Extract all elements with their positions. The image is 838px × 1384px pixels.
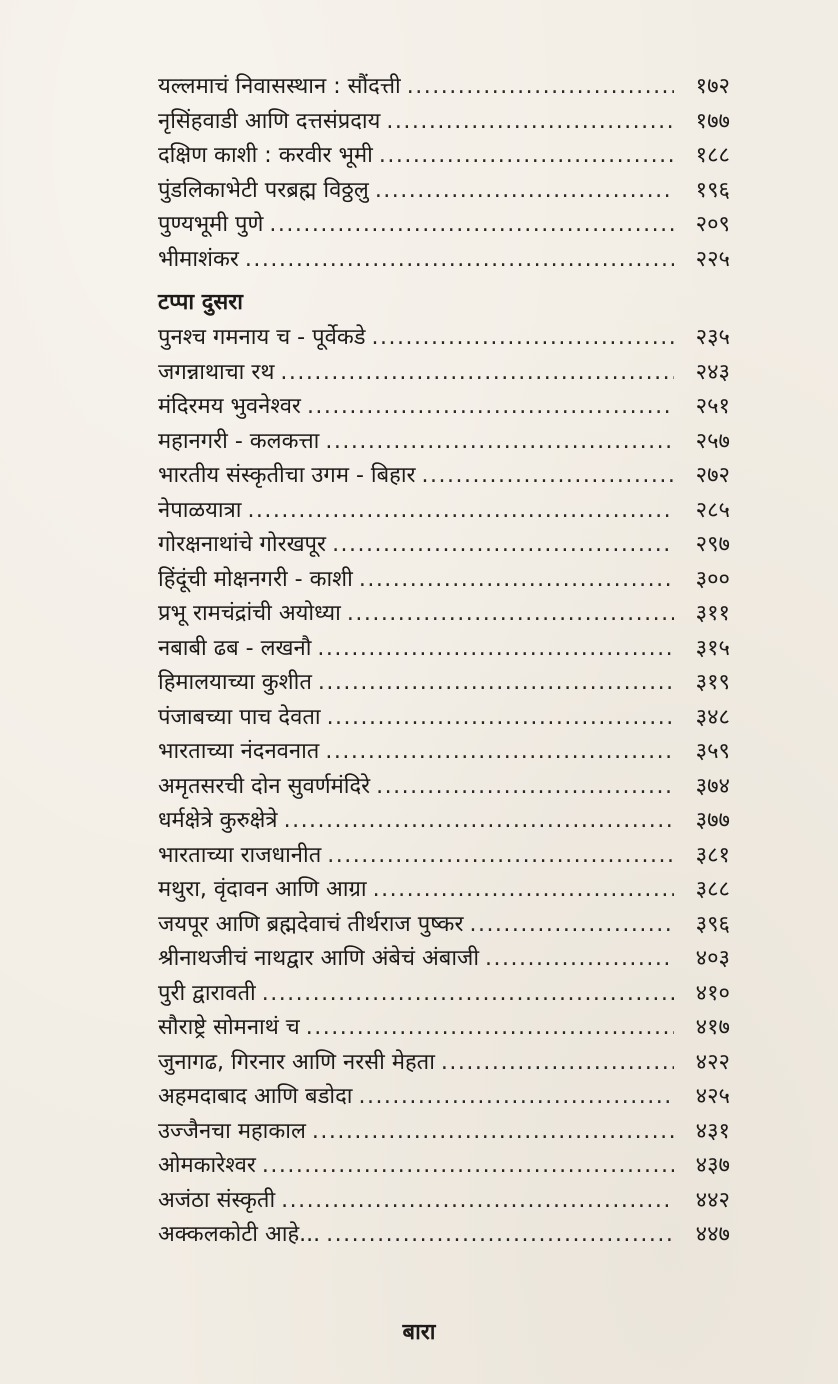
- toc-entry-page-number: ३९६: [695, 911, 730, 937]
- dot-leader: [407, 70, 674, 105]
- toc-entry-page-number: ३५९: [695, 739, 730, 764]
- dot-leader: [318, 666, 674, 701]
- toc-entry-page-number: ३८८: [695, 877, 730, 902]
- toc-entry: [158, 139, 730, 174]
- dot-leader: [245, 243, 674, 278]
- toc-entry-page-number: ४३१: [695, 1118, 730, 1144]
- toc-section-two: [158, 321, 730, 1253]
- toc-entry-title: नृसिंहवाडी आणि दत्तसंप्रदाय: [158, 108, 381, 134]
- toc-entry: [158, 942, 730, 977]
- toc-entry-title: नबाबी ढब - लखनौ: [158, 635, 312, 661]
- toc-entry-title: सौराष्ट्रे सोमनाथं च: [158, 1015, 300, 1040]
- dot-leader: [332, 528, 674, 563]
- toc-entry: [158, 839, 730, 874]
- toc-entry-title: हिंदूंची मोक्षनगरी - काशी: [158, 566, 353, 592]
- toc-entry-page-number: ३११: [695, 601, 730, 626]
- dot-leader: [307, 390, 674, 425]
- dot-leader: [327, 839, 674, 874]
- toc-entry-page-number: ४१७: [695, 1015, 730, 1040]
- dot-leader: [317, 632, 674, 667]
- toc-entry: [158, 494, 730, 529]
- dot-leader: [485, 942, 674, 977]
- toc-entry: [158, 632, 730, 667]
- toc-entry-page-number: २०९: [695, 212, 730, 237]
- toc-entry-page-number: ३१५: [695, 635, 730, 661]
- dot-leader: [281, 1184, 674, 1219]
- dot-leader: [372, 321, 674, 356]
- toc-entry: [158, 174, 730, 209]
- toc-entry-page-number: २७२: [695, 463, 730, 488]
- toc-entry-title: ओमकारेश्वर: [158, 1153, 256, 1178]
- toc-entry: [158, 1080, 730, 1115]
- dot-leader: [312, 1115, 674, 1150]
- toc-entry-page-number: २२५: [695, 246, 730, 272]
- toc-entry: [158, 1115, 730, 1150]
- toc-entry: [158, 459, 730, 494]
- toc-entry-title: हिमालयाच्या कुशीत: [158, 670, 312, 695]
- toc-entry-page-number: ४२५: [695, 1084, 730, 1109]
- toc-entry-title: अमृतसरची दोन सुवर्णमंदिरे: [158, 773, 371, 799]
- toc-entry: [158, 666, 730, 701]
- toc-entry-page-number: ३७४: [695, 773, 730, 799]
- toc-entry-page-number: १८८: [695, 143, 730, 168]
- toc-entry-title: मंदिरमय भुवनेश्वर: [158, 394, 301, 419]
- toc-entry-title: पंजाबच्या पाच देवता: [158, 704, 321, 730]
- toc-entry-title: प्रभू रामचंद्रांची अयोध्या: [158, 601, 341, 626]
- toc-entry-title: श्रीनाथजीचं नाथद्वार आणि अंबेचं अंबाजी: [158, 946, 480, 971]
- dot-leader: [327, 701, 674, 736]
- dot-leader: [386, 105, 674, 140]
- toc-entry: [158, 873, 730, 908]
- toc-entry: [158, 1149, 730, 1184]
- toc-entry-page-number: २३५: [695, 325, 730, 350]
- dot-leader: [326, 1218, 674, 1253]
- toc-entry-title: भारताच्या राजधानीत: [158, 842, 322, 868]
- toc-entry-title: उज्जैनचा महाकाल: [158, 1118, 306, 1144]
- toc-entry-page-number: ४३७: [695, 1153, 730, 1178]
- toc-entry-title: अक्कलकोटी आहे...: [158, 1222, 321, 1247]
- toc-entry-title: जगन्नाथाचा रथ: [158, 359, 275, 385]
- toc-entry-title: दक्षिण काशी : करवीर भूमी: [158, 143, 373, 168]
- table-of-contents: [158, 70, 730, 1253]
- toc-entry-page-number: ४०३: [695, 946, 730, 971]
- dot-leader: [358, 1080, 674, 1115]
- dot-leader: [284, 804, 674, 839]
- toc-entry: [158, 243, 730, 278]
- toc-entry-title: पुनश्च गमनाय च - पूर्वेकडे: [158, 325, 366, 350]
- toc-entry: [158, 770, 730, 805]
- toc-entry-page-number: १७२: [695, 74, 730, 99]
- toc-entry-title: जुनागढ, गिरनार आणि नरसी मेहता: [158, 1049, 435, 1075]
- toc-entry-title: भारतीय संस्कृतीचा उगम - बिहार: [158, 463, 416, 488]
- dot-leader: [325, 735, 674, 770]
- toc-entry-page-number: १९६: [695, 177, 730, 203]
- toc-entry-title: धर्मक्षेत्रे कुरुक्षेत्रे: [158, 808, 278, 833]
- toc-entry-title: महानगरी - कलकत्ता: [158, 428, 320, 454]
- toc-entry-page-number: २४३: [695, 359, 730, 385]
- dot-leader: [269, 208, 674, 243]
- toc-entry-page-number: ३८१: [695, 842, 730, 868]
- toc-entry-title: जयपूर आणि ब्रह्मदेवाचं तीर्थराज पुष्कर: [158, 911, 464, 937]
- toc-entry: [158, 70, 730, 105]
- toc-entry: [158, 321, 730, 356]
- toc-entry-page-number: ३४८: [695, 704, 730, 730]
- toc-entry-title: भीमाशंकर: [158, 246, 239, 272]
- toc-entry-page-number: १७७: [695, 108, 730, 134]
- toc-entry: [158, 597, 730, 632]
- toc-entry-title: पुण्यभूमी पुणे: [158, 212, 264, 237]
- page-number-footer: बारा: [402, 1320, 436, 1345]
- toc-entry: [158, 1184, 730, 1219]
- toc-entry: [158, 735, 730, 770]
- toc-entry: [158, 563, 730, 598]
- dot-leader: [373, 873, 674, 908]
- dot-leader: [359, 563, 674, 598]
- toc-entry-title: अजंठा संस्कृती: [158, 1187, 276, 1213]
- toc-entry-page-number: ३७७: [695, 808, 730, 833]
- toc-entry-title: अहमदाबाद आणि बडोदा: [158, 1084, 353, 1109]
- toc-entry-title: पुरी द्वारावती: [158, 980, 256, 1006]
- toc-entry: [158, 804, 730, 839]
- toc-entry-title: मथुरा, वृंदावन आणि आग्रा: [158, 877, 367, 902]
- dot-leader: [280, 356, 674, 391]
- toc-entry: [158, 208, 730, 243]
- toc-entry-page-number: ३१९: [695, 670, 730, 695]
- toc-section-one: [158, 70, 730, 277]
- toc-entry: [158, 356, 730, 391]
- toc-entry-page-number: २५७: [695, 428, 730, 454]
- toc-entry-page-number: २९७: [695, 532, 730, 557]
- toc-entry-page-number: ४१०: [695, 980, 730, 1006]
- toc-entry-page-number: २८५: [695, 497, 730, 523]
- toc-entry-title: भारताच्या नंदनवनात: [158, 739, 320, 764]
- toc-entry: [158, 908, 730, 943]
- toc-entry-page-number: ३००: [695, 566, 730, 592]
- toc-entry-page-number: २५१: [695, 394, 730, 419]
- dot-leader: [347, 597, 674, 632]
- toc-entry: [158, 105, 730, 140]
- dot-leader: [379, 139, 674, 174]
- toc-entry-page-number: ४२२: [695, 1049, 730, 1075]
- toc-entry: [158, 425, 730, 460]
- toc-entry-page-number: ४४२: [695, 1187, 730, 1213]
- dot-leader: [325, 425, 674, 460]
- dot-leader: [306, 1011, 674, 1046]
- toc-entry: [158, 1011, 730, 1046]
- toc-entry-title: यल्लमाचं निवासस्थान : सौंदत्ती: [158, 74, 401, 99]
- toc-entry: [158, 977, 730, 1012]
- toc-entry-title: पुंडलिकाभेटी परब्रह्म विठ्ठलु: [158, 177, 369, 203]
- dot-leader: [422, 459, 674, 494]
- dot-leader: [262, 1149, 674, 1184]
- toc-entry-title: नेपाळयात्रा: [158, 497, 242, 523]
- dot-leader: [262, 977, 674, 1012]
- dot-leader: [247, 494, 674, 529]
- dot-leader: [375, 174, 674, 209]
- toc-entry-page-number: ४४७: [695, 1222, 730, 1247]
- toc-entry: [158, 390, 730, 425]
- dot-leader: [469, 908, 674, 943]
- toc-entry: [158, 701, 730, 736]
- section-heading: टप्पा दुसरा: [158, 290, 243, 315]
- toc-entry: [158, 528, 730, 563]
- dot-leader: [376, 770, 674, 805]
- toc-entry: [158, 1218, 730, 1253]
- toc-entry-title: गोरक्षनाथांचे गोरखपूर: [158, 532, 327, 557]
- toc-entry: [158, 1046, 730, 1081]
- dot-leader: [441, 1046, 674, 1081]
